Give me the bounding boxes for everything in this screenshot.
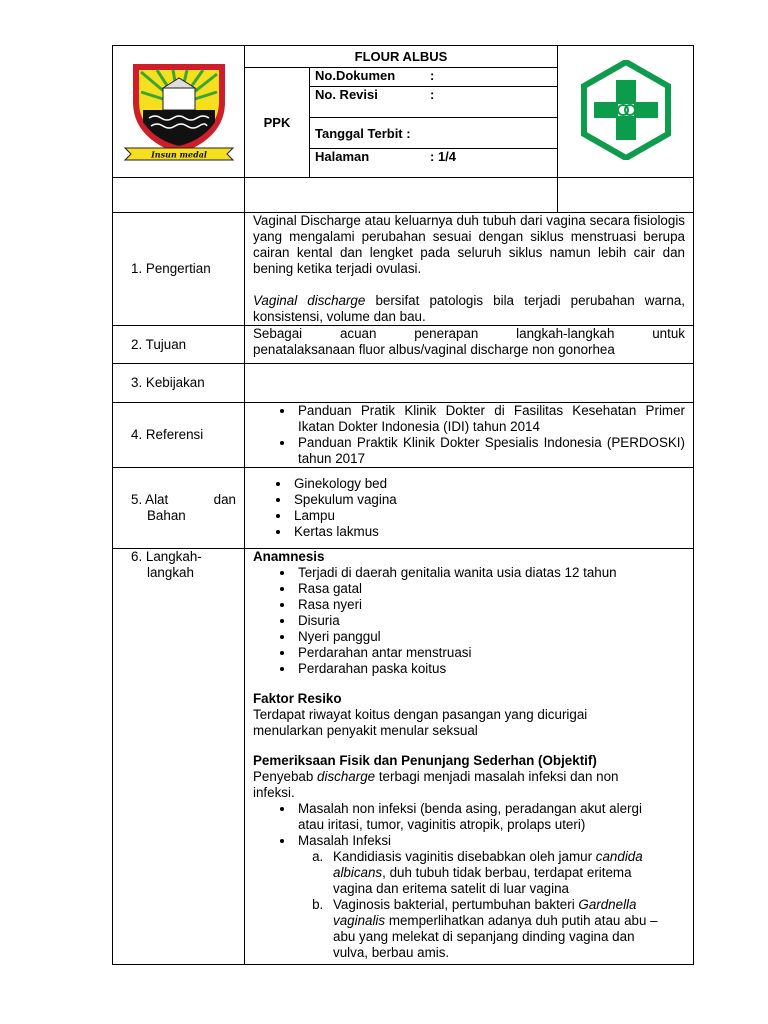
- list-item: • Terjadi di daerah genitalia wanita usia diatas 12 tahun: [295, 565, 685, 581]
- list-item-text: Masalah Infeksi: [298, 833, 392, 848]
- paragraph-line: Terdapat riwayat koitus dengan pasangan yang dicurigai: [253, 707, 588, 722]
- masalah-list: [253, 801, 685, 849]
- alat-list: [253, 476, 685, 540]
- regency-logo-cell: [113, 46, 245, 178]
- row-content: [245, 364, 694, 403]
- meta-label: Tanggal Terbit: [315, 125, 403, 141]
- list-item: • Kertas lakmus: [291, 524, 685, 540]
- paragraph-text: terbagi menjadi masalah infeksi dan non: [375, 769, 619, 784]
- regency-emblem-icon: [123, 58, 235, 162]
- list-item: • Ginekology bed: [291, 476, 685, 492]
- label-text: dan: [213, 492, 236, 507]
- empty-cell: [558, 178, 694, 213]
- anamnesis-list: [253, 565, 685, 677]
- paragraph-line: infeksi.: [253, 785, 295, 800]
- row-content: [245, 213, 694, 326]
- paragraph-text: Vaginosis bakterial, pertumbuhan bakteri: [333, 897, 575, 912]
- meta-value: : 1/4: [430, 149, 457, 164]
- section-heading-faktor-resiko: Faktor Resiko: [253, 691, 342, 706]
- meta-no-dokumen: [310, 68, 558, 87]
- empty-cell: [245, 178, 558, 213]
- row-label: [113, 549, 245, 965]
- meta-value: :: [430, 87, 435, 102]
- label-text: 6. Langkah-: [131, 549, 202, 564]
- tujuan-line: Sebagai acuan penerapan langkah-langkah untuk: [253, 326, 685, 341]
- row-tujuan: [113, 326, 694, 364]
- meta-value: :: [406, 125, 411, 141]
- meta-label: No.Dokumen: [315, 68, 396, 83]
- list-item: • Rasa gatal: [295, 581, 685, 597]
- italic-term: discharge: [317, 769, 376, 784]
- paragraph-text: Penyebab: [253, 769, 318, 784]
- tujuan-line: penatalaksanaan fluor albus/vaginal discharge non gonorhea: [253, 342, 615, 357]
- italic-term: Gardnella vaginalis: [333, 897, 637, 928]
- row-label: 2. Tujuan: [113, 326, 245, 364]
- paragraph-text: Kandidiasis vaginitis disebabkan oleh jamur: [333, 849, 593, 864]
- section-heading-pemeriksaan: Pemeriksaan Fisik dan Penunjang Sederhan (Objektif): [253, 753, 597, 768]
- kemenkes-logo-cell: [558, 46, 694, 178]
- meta-label: No. Revisi: [315, 87, 378, 102]
- infeksi-sublist: [253, 849, 685, 961]
- paragraph-text: bersifat patologis bila terjadi perubahan warna, konsistensi, volume dan bau.: [253, 293, 685, 324]
- row-content: [245, 326, 694, 364]
- list-item: • Perdarahan antar menstruasi: [295, 645, 685, 661]
- row-referensi: [113, 403, 694, 468]
- label-text: 5. Alat: [131, 492, 169, 507]
- row-label: 1. Pengertian: [113, 213, 245, 326]
- section-heading-anamnesis: Anamnesis: [253, 549, 325, 564]
- list-item: • Spekulum vagina: [291, 492, 685, 508]
- list-item: • Lampu: [291, 508, 685, 524]
- logo-banner-text: Insun medal: [150, 149, 207, 160]
- meta-value: :: [430, 68, 435, 83]
- list-item: • Masalah non infeksi (benda asing, peradangan akut alergi atau iritasi, tumor, vaginitis atropik, prolaps uteri): [295, 801, 667, 833]
- paragraph-text: memperlihatkan adanya duh putih atau abu – abu yang melekat di sepanjang dinding vagina dan vulva, berbau amis.: [333, 913, 658, 960]
- row-content: [245, 403, 694, 468]
- document-title: FLOUR ALBUS: [245, 46, 558, 68]
- meta-label: Halaman: [315, 149, 370, 164]
- list-item: • Panduan Pratik Klinik Dokter di Fasilitas Kesehatan Primer Ikatan Dokter Indonesia (IDI) tahun 2014: [295, 403, 685, 435]
- list-item: • Disuria: [295, 613, 685, 629]
- document-body: [112, 212, 694, 965]
- meta-tanggal-terbit: [310, 118, 558, 149]
- kemenkes-cross-icon: [578, 60, 674, 160]
- label-text: Bahan: [147, 508, 186, 523]
- italic-term: Vaginal discharge: [253, 293, 366, 308]
- paragraph-text: , duh tubuh tidak berbau, terdapat eritema vagina dan eritema satelit di luar vagina: [333, 865, 632, 896]
- row-content: [245, 549, 694, 965]
- list-item: • Rasa nyeri: [295, 597, 685, 613]
- paragraph-line: [253, 769, 685, 785]
- row-alat-bahan: [113, 468, 694, 549]
- pengertian-paragraph: Vaginal Discharge atau keluarnya duh tubuh dari vagina secara fisiologis yang mengalami perubahan sesuai dengan siklus menstruasi berupa cairan kental dan lengket pada seluruh siklus namun lebih cair dan bening ketika terjadi ovulasi.: [253, 213, 685, 276]
- paragraph-line: menularkan penyakit menular seksual: [253, 723, 478, 738]
- sop-document: [112, 45, 693, 965]
- row-content: [245, 468, 694, 549]
- row-pengertian: [113, 213, 694, 326]
- list-item: • Nyeri panggul: [295, 629, 685, 645]
- row-kebijakan: [113, 364, 694, 403]
- row-langkah: [113, 549, 694, 965]
- referensi-list: [253, 403, 685, 467]
- list-item: • Panduan Praktik Klinik Dokter Spesialis Indonesia (PERDOSKI) tahun 2017: [295, 435, 685, 467]
- list-item: • Perdarahan paska koitus: [295, 661, 685, 677]
- italic-term: candida albicans: [333, 849, 643, 880]
- label-text: langkah: [147, 565, 194, 580]
- sublist-item: [327, 897, 669, 961]
- document-header: [112, 45, 694, 213]
- pengertian-paragraph-2: [253, 293, 685, 325]
- row-label: [113, 468, 245, 549]
- list-item: [295, 833, 667, 849]
- row-label: 4. Referensi: [113, 403, 245, 468]
- meta-halaman: [310, 149, 558, 178]
- empty-cell: [113, 178, 245, 213]
- row-label: 3. Kebijakan: [113, 364, 245, 403]
- meta-no-revisi: [310, 87, 558, 118]
- sublist-item: [327, 849, 669, 897]
- ppk-label: PPK: [245, 68, 310, 178]
